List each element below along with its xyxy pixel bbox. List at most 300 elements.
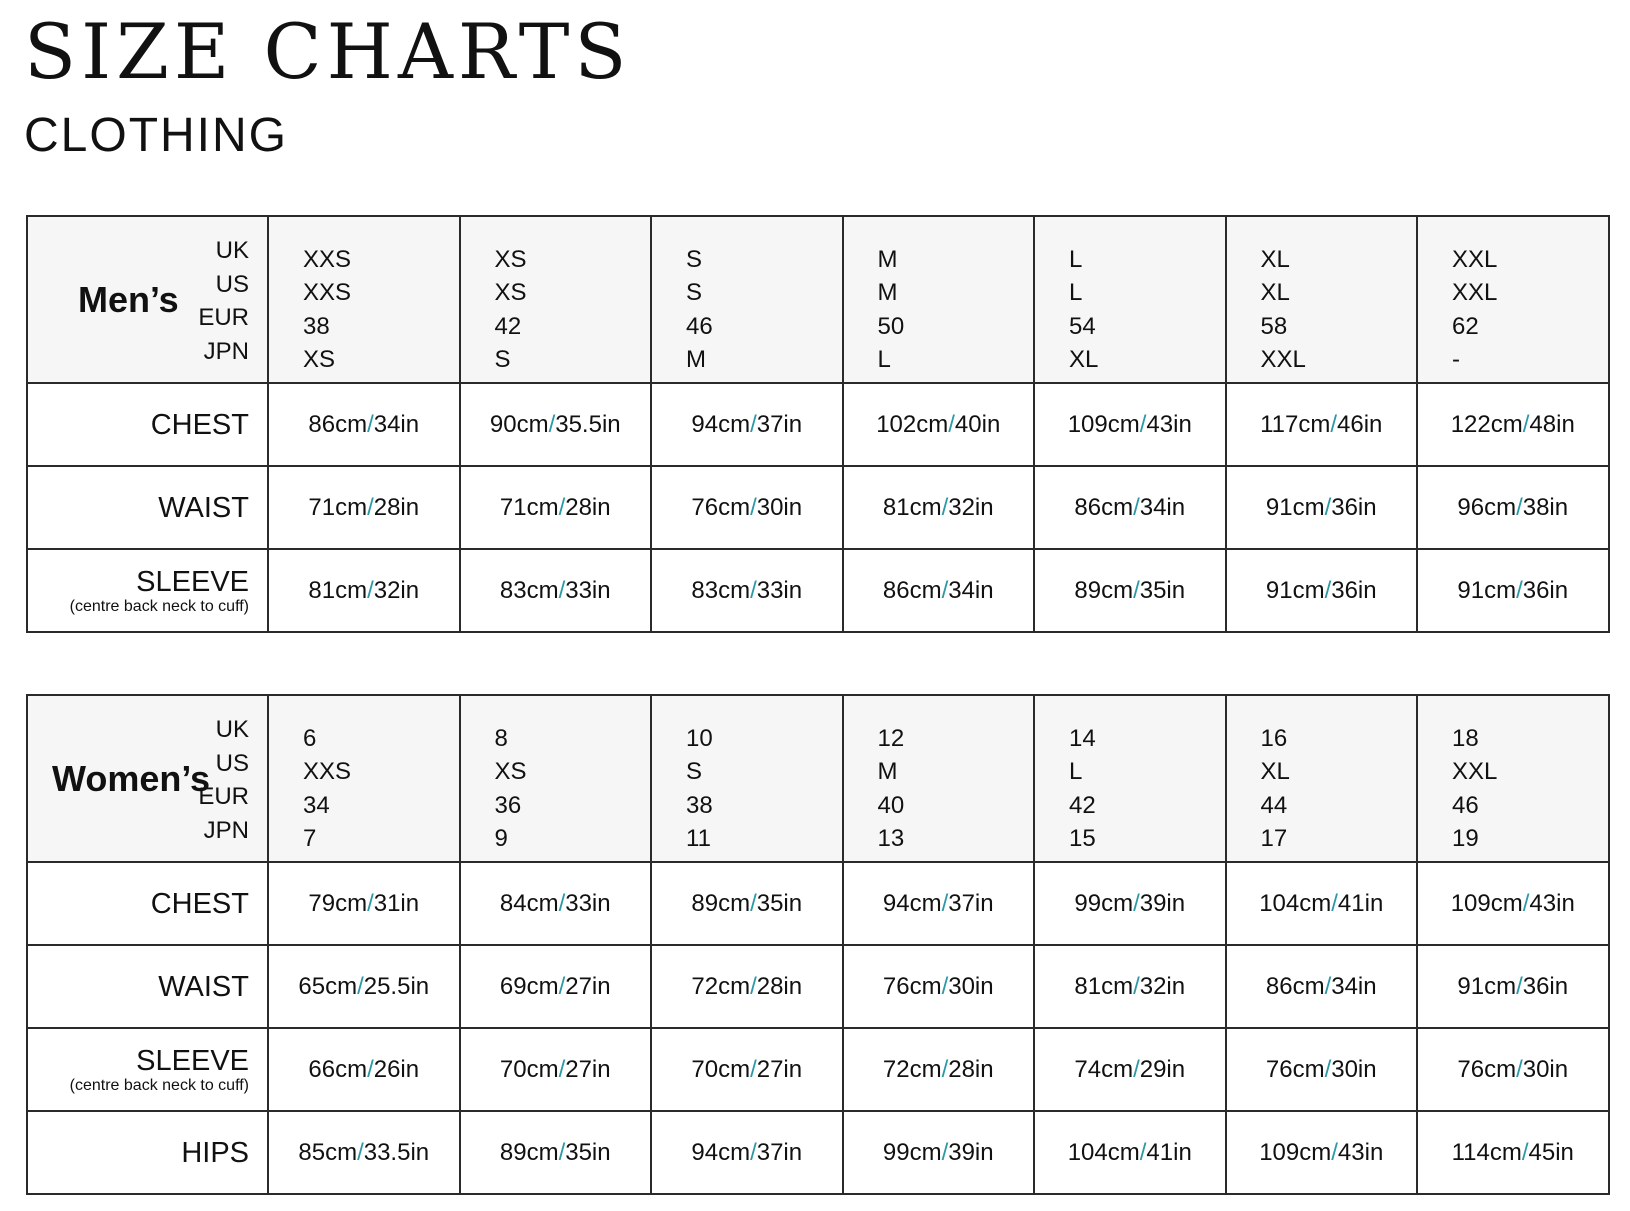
- size-equivalents: [1227, 226, 1417, 374]
- unit-separator: /: [1133, 493, 1140, 521]
- value-in: 28in: [565, 493, 611, 521]
- size-system-labels: [28, 217, 267, 382]
- measurement-value: [1034, 862, 1226, 945]
- measurement-note: (centre back neck to cuff): [69, 1076, 249, 1094]
- value-in: 43in: [1337, 1138, 1384, 1166]
- value-cm: 70cm: [499, 1055, 559, 1083]
- unit-separator: /: [1522, 889, 1530, 917]
- size-system-header: [27, 216, 268, 383]
- unit-separator: /: [1133, 576, 1140, 604]
- value-cm: 71cm: [499, 493, 559, 521]
- value-in: 34in: [1139, 493, 1186, 521]
- size-system-name: EUR: [198, 783, 249, 810]
- value-in: 32in: [373, 576, 420, 604]
- value-cm: 86cm: [1074, 493, 1134, 521]
- size-jpn: L: [877, 346, 891, 373]
- size-us: L: [1069, 758, 1083, 785]
- size-us: XS: [494, 279, 527, 306]
- measurement-value: [1034, 549, 1226, 632]
- value-cm: 86cm: [882, 576, 942, 604]
- measurement-name: WAIST: [158, 970, 249, 1003]
- value-in: 48in: [1529, 410, 1575, 438]
- size-eur: 44: [1260, 791, 1288, 819]
- measurement-value: [1034, 466, 1226, 549]
- size-equivalents: [1418, 705, 1608, 853]
- size-jpn: XXL: [1260, 346, 1306, 373]
- unit-separator: /: [1516, 576, 1523, 604]
- value-in: 28in: [948, 1055, 994, 1083]
- value-in: 37in: [756, 410, 803, 438]
- value-in: 30in: [756, 493, 803, 521]
- measurement-label: [27, 862, 268, 945]
- size-us: S: [686, 758, 703, 785]
- unit-separator: /: [1133, 1055, 1140, 1083]
- size-jpn: 17: [1260, 825, 1288, 852]
- value-in: 35in: [756, 889, 803, 917]
- value-in: 30in: [1331, 1055, 1377, 1083]
- size-eur: 34: [303, 791, 330, 819]
- unit-separator: /: [941, 493, 949, 521]
- size-jpn: 13: [877, 825, 905, 852]
- value-in: 34in: [373, 410, 420, 438]
- value-cm: 90cm: [489, 410, 549, 438]
- size-system-name: US: [215, 749, 249, 777]
- size-system-list: [198, 713, 249, 847]
- size-system-name: JPN: [203, 816, 249, 844]
- measurement-row: [27, 466, 1609, 549]
- size-eur: 50: [877, 312, 905, 340]
- value-in: 35in: [565, 1138, 611, 1166]
- unit-separator: /: [750, 493, 757, 521]
- measurement-value: [268, 945, 460, 1028]
- size-uk: 16: [1260, 724, 1288, 752]
- size-equivalents: [1035, 226, 1225, 374]
- unit-separator: /: [558, 576, 566, 604]
- measurement-name: SLEEVE: [136, 1044, 249, 1077]
- size-eur: 42: [1069, 791, 1096, 819]
- unit-separator: /: [1522, 410, 1530, 438]
- unit-separator: /: [750, 1055, 757, 1083]
- gender-label: Men’s: [78, 278, 179, 320]
- unit-separator: /: [558, 1055, 566, 1083]
- value-cm: 76cm: [1457, 1055, 1517, 1083]
- unit-separator: /: [1330, 410, 1338, 438]
- measurement-value: [1226, 1111, 1418, 1194]
- measurement-value: [268, 383, 460, 466]
- value-in: 38in: [1522, 493, 1569, 521]
- size-us: XL: [1260, 279, 1290, 306]
- value-in: 39in: [1139, 889, 1186, 917]
- measurement-value: [843, 466, 1035, 549]
- size-jpn: -: [1452, 346, 1460, 373]
- size-eur: 40: [877, 791, 905, 819]
- size-equivalents: [269, 705, 459, 853]
- unit-separator: /: [1139, 1138, 1147, 1166]
- value-in: 36in: [1522, 972, 1569, 1000]
- size-uk: 14: [1069, 724, 1096, 752]
- measurement-value: [1226, 383, 1418, 466]
- measurement-value: [1417, 862, 1609, 945]
- unit-separator: /: [1516, 1055, 1523, 1083]
- measurement-value: [1417, 945, 1609, 1028]
- measurement-value: [1226, 1028, 1418, 1111]
- value-in: 32in: [1139, 972, 1186, 1000]
- page-subtitle: CLOTHING: [24, 109, 289, 162]
- size-us: XXS: [303, 279, 352, 306]
- size-eur: 38: [686, 791, 713, 819]
- measurement-row: [27, 862, 1609, 945]
- measurement-value: [1417, 1111, 1609, 1194]
- value-cm: 109cm: [1067, 410, 1140, 438]
- size-column-header: [268, 695, 460, 862]
- size-system-name: UK: [215, 237, 249, 264]
- measurement-value: [1417, 549, 1609, 632]
- unit-separator: /: [1516, 493, 1523, 521]
- unit-separator: /: [558, 493, 566, 521]
- value-in: 29in: [1139, 1055, 1186, 1083]
- measurement-value: [1034, 1028, 1226, 1111]
- value-cm: 94cm: [691, 1138, 751, 1166]
- measurement-value: [1226, 945, 1418, 1028]
- value-in: 43in: [1146, 410, 1192, 438]
- measurement-value: [460, 1111, 652, 1194]
- size-column-header: [843, 216, 1035, 383]
- value-in: 28in: [373, 493, 420, 521]
- size-us: XXL: [1452, 758, 1498, 785]
- unit-separator: /: [1324, 972, 1332, 1000]
- size-equivalents: [1227, 705, 1417, 853]
- size-uk: S: [686, 245, 703, 273]
- value-cm: 81cm: [1074, 972, 1134, 1000]
- value-cm: 72cm: [882, 1055, 942, 1083]
- size-eur: 36: [494, 791, 522, 819]
- unit-separator: /: [367, 1055, 374, 1083]
- value-cm: 102cm: [876, 410, 949, 438]
- measurement-value: [460, 466, 652, 549]
- unit-separator: /: [750, 972, 757, 1000]
- size-jpn: M: [686, 346, 706, 373]
- value-in: 46in: [1337, 410, 1383, 438]
- size-system-header: [27, 695, 268, 862]
- value-cm: 85cm: [298, 1138, 358, 1166]
- value-cm: 122cm: [1450, 410, 1523, 438]
- size-column-header: [843, 695, 1035, 862]
- size-uk: XS: [494, 245, 527, 273]
- unit-separator: /: [357, 1138, 364, 1166]
- value-cm: 76cm: [691, 493, 751, 521]
- page-title: SIZE CHARTS: [24, 7, 632, 96]
- unit-separator: /: [941, 1055, 949, 1083]
- measurement-row: [27, 1111, 1609, 1194]
- unit-separator: /: [1521, 1138, 1529, 1166]
- value-cm: 104cm: [1067, 1138, 1140, 1166]
- gender-label: Women’s: [52, 757, 211, 799]
- measurement-value: [460, 1028, 652, 1111]
- value-in: 37in: [756, 1138, 803, 1166]
- size-jpn: 7: [303, 825, 317, 852]
- measurement-value: [651, 862, 843, 945]
- value-in: 27in: [565, 1055, 611, 1083]
- value-cm: 109cm: [1450, 889, 1523, 917]
- value-in: 36in: [1331, 576, 1377, 604]
- size-jpn: S: [494, 346, 511, 373]
- measurement-value: [1226, 466, 1418, 549]
- value-in: 39in: [948, 1138, 994, 1166]
- size-system-name: UK: [215, 716, 249, 743]
- size-eur: 42: [494, 312, 522, 340]
- measurement-value: [843, 1111, 1035, 1194]
- size-system-list: [198, 234, 249, 368]
- measurement-value: [1226, 862, 1418, 945]
- measurement-value: [1034, 383, 1226, 466]
- unit-separator: /: [750, 889, 757, 917]
- measurement-value: [843, 862, 1035, 945]
- measurement-value: [268, 1111, 460, 1194]
- value-cm: 94cm: [882, 889, 942, 917]
- size-jpn: 11: [686, 825, 711, 852]
- size-system-name: US: [215, 270, 249, 298]
- value-cm: 83cm: [691, 576, 751, 604]
- value-in: 25.5in: [363, 972, 430, 1000]
- size-column-header: [460, 216, 652, 383]
- size-uk: 8: [494, 724, 508, 752]
- value-in: 27in: [756, 1055, 803, 1083]
- unit-separator: /: [357, 972, 364, 1000]
- unit-separator: /: [1324, 576, 1332, 604]
- measurement-name: CHEST: [150, 408, 249, 441]
- value-in: 33in: [756, 576, 803, 604]
- value-in: 31in: [373, 889, 420, 917]
- value-in: 36in: [1522, 576, 1569, 604]
- measurement-name: CHEST: [150, 887, 249, 920]
- value-in: 28in: [756, 972, 803, 1000]
- size-equivalents: [1418, 226, 1608, 374]
- unit-separator: /: [750, 410, 757, 438]
- measurement-name: WAIST: [158, 491, 249, 524]
- size-header-row: [27, 695, 1609, 862]
- size-us: S: [686, 279, 703, 306]
- measurement-value: [651, 466, 843, 549]
- size-eur: 38: [303, 312, 330, 340]
- value-in: 35in: [1139, 576, 1186, 604]
- unit-separator: /: [1133, 889, 1140, 917]
- measurement-value: [460, 383, 652, 466]
- value-cm: 109cm: [1259, 1138, 1332, 1166]
- measurement-row: [27, 1028, 1609, 1111]
- value-cm: 71cm: [308, 493, 368, 521]
- measurement-value: [651, 1028, 843, 1111]
- size-header-row: [27, 216, 1609, 383]
- measurement-value: [651, 549, 843, 632]
- value-cm: 89cm: [691, 889, 751, 917]
- size-eur: 62: [1452, 312, 1479, 340]
- value-in: 33in: [565, 889, 611, 917]
- measurement-label: [27, 1028, 268, 1111]
- measurement-value: [843, 945, 1035, 1028]
- size-equivalents: [652, 705, 842, 853]
- value-cm: 72cm: [691, 972, 751, 1000]
- value-in: 36in: [1331, 493, 1377, 521]
- measurement-name: SLEEVE: [136, 565, 249, 598]
- value-cm: 84cm: [499, 889, 559, 917]
- size-jpn: XS: [303, 346, 336, 373]
- measurement-label: [27, 466, 268, 549]
- value-cm: 104cm: [1259, 889, 1332, 917]
- measurement-value: [460, 945, 652, 1028]
- size-eur: 46: [1452, 791, 1479, 819]
- value-in: 26in: [373, 1055, 420, 1083]
- size-uk: XXS: [303, 245, 352, 273]
- value-cm: 91cm: [1265, 493, 1325, 521]
- value-cm: 89cm: [499, 1138, 559, 1166]
- value-cm: 76cm: [882, 972, 942, 1000]
- measurement-value: [651, 1111, 843, 1194]
- size-uk: 18: [1452, 724, 1479, 752]
- value-cm: 96cm: [1457, 493, 1517, 521]
- size-equivalents: [844, 226, 1034, 374]
- unit-separator: /: [948, 410, 955, 438]
- measurement-label: [27, 549, 268, 632]
- size-column-header: [1226, 216, 1418, 383]
- measurement-name: HIPS: [181, 1136, 249, 1169]
- value-cm: 99cm: [882, 1138, 942, 1166]
- value-cm: 86cm: [308, 410, 368, 438]
- unit-separator: /: [1324, 493, 1332, 521]
- unit-separator: /: [558, 1138, 566, 1166]
- measurement-row: [27, 549, 1609, 632]
- value-in: 34in: [1331, 972, 1377, 1000]
- value-cm: 76cm: [1265, 1055, 1325, 1083]
- unit-separator: /: [941, 972, 949, 1000]
- size-uk: XXL: [1452, 245, 1498, 273]
- measurement-row: [27, 945, 1609, 1028]
- value-in: 33in: [565, 576, 611, 604]
- size-uk: XL: [1260, 245, 1290, 273]
- measurement-value: [268, 549, 460, 632]
- size-column-header: [1034, 216, 1226, 383]
- unit-separator: /: [1324, 1055, 1332, 1083]
- measurement-value: [1417, 466, 1609, 549]
- measurement-value: [1417, 383, 1609, 466]
- measurement-value: [1034, 945, 1226, 1028]
- size-column-header: [268, 216, 460, 383]
- size-equivalents: [652, 226, 842, 374]
- value-in: 45in: [1528, 1138, 1574, 1166]
- unit-separator: /: [941, 576, 949, 604]
- unit-separator: /: [941, 1138, 949, 1166]
- size-column-header: [1226, 695, 1418, 862]
- size-column-header: [1034, 695, 1226, 862]
- value-in: 35.5in: [555, 410, 621, 438]
- size-uk: M: [877, 245, 898, 273]
- value-in: 34in: [948, 576, 994, 604]
- size-us: M: [877, 758, 898, 785]
- measurement-value: [460, 549, 652, 632]
- size-uk: 12: [877, 724, 905, 752]
- size-eur: 54: [1069, 312, 1096, 340]
- measurement-value: [460, 862, 652, 945]
- unit-separator: /: [750, 576, 757, 604]
- size-us: XS: [494, 758, 527, 785]
- value-cm: 69cm: [499, 972, 559, 1000]
- size-equivalents: [1035, 705, 1225, 853]
- value-cm: 99cm: [1074, 889, 1134, 917]
- value-in: 40in: [954, 410, 1001, 438]
- unit-separator: /: [1133, 972, 1140, 1000]
- size-us: XXS: [303, 758, 352, 785]
- measurement-value: [268, 466, 460, 549]
- value-in: 30in: [1522, 1055, 1569, 1083]
- size-system-name: JPN: [203, 337, 249, 365]
- value-cm: 114cm: [1451, 1138, 1522, 1166]
- size-uk: 6: [303, 724, 317, 752]
- value-in: 27in: [565, 972, 611, 1000]
- value-in: 43in: [1529, 889, 1575, 917]
- measurement-value: [843, 383, 1035, 466]
- value-in: 41in: [1337, 889, 1384, 917]
- value-in: 32in: [948, 493, 994, 521]
- value-cm: 89cm: [1074, 576, 1134, 604]
- value-in: 37in: [948, 889, 994, 917]
- size-jpn: 9: [494, 825, 508, 852]
- measurement-row: [27, 383, 1609, 466]
- value-cm: 91cm: [1457, 576, 1517, 604]
- size-system-labels: [28, 696, 267, 861]
- size-equivalents: [461, 226, 651, 374]
- value-cm: 65cm: [298, 972, 358, 1000]
- value-cm: 74cm: [1074, 1055, 1134, 1083]
- measurement-value: [1417, 1028, 1609, 1111]
- size-jpn: 19: [1452, 825, 1479, 852]
- unit-separator: /: [367, 576, 374, 604]
- size-equivalents: [844, 705, 1034, 853]
- size-eur: 58: [1260, 312, 1288, 340]
- size-equivalents: [461, 705, 651, 853]
- measurement-value: [651, 383, 843, 466]
- unit-separator: /: [558, 972, 566, 1000]
- size-jpn: 15: [1069, 825, 1096, 852]
- unit-separator: /: [1331, 889, 1338, 917]
- size-column-header: [460, 695, 652, 862]
- measurement-value: [268, 1028, 460, 1111]
- unit-separator: /: [367, 410, 374, 438]
- value-cm: 91cm: [1265, 576, 1325, 604]
- size-eur: 46: [686, 312, 713, 340]
- size-system-name: EUR: [198, 304, 249, 331]
- measurement-label: [27, 945, 268, 1028]
- size-column-header: [651, 216, 843, 383]
- measurement-label: [27, 1111, 268, 1194]
- size-jpn: XL: [1069, 346, 1099, 373]
- unit-separator: /: [367, 493, 374, 521]
- unit-separator: /: [558, 889, 566, 917]
- value-cm: 70cm: [691, 1055, 751, 1083]
- size-uk: L: [1069, 245, 1083, 273]
- unit-separator: /: [1331, 1138, 1338, 1166]
- womens-size-table: [26, 694, 1610, 1195]
- value-cm: 83cm: [499, 576, 559, 604]
- value-cm: 66cm: [308, 1055, 368, 1083]
- unit-separator: /: [367, 889, 374, 917]
- measurement-note: (centre back neck to cuff): [69, 597, 249, 615]
- value-in: 30in: [948, 972, 994, 1000]
- mens-size-table: [26, 215, 1610, 633]
- unit-separator: /: [1516, 972, 1523, 1000]
- value-cm: 117cm: [1260, 410, 1331, 438]
- measurement-value: [268, 862, 460, 945]
- size-us: M: [877, 279, 898, 306]
- value-cm: 91cm: [1457, 972, 1517, 1000]
